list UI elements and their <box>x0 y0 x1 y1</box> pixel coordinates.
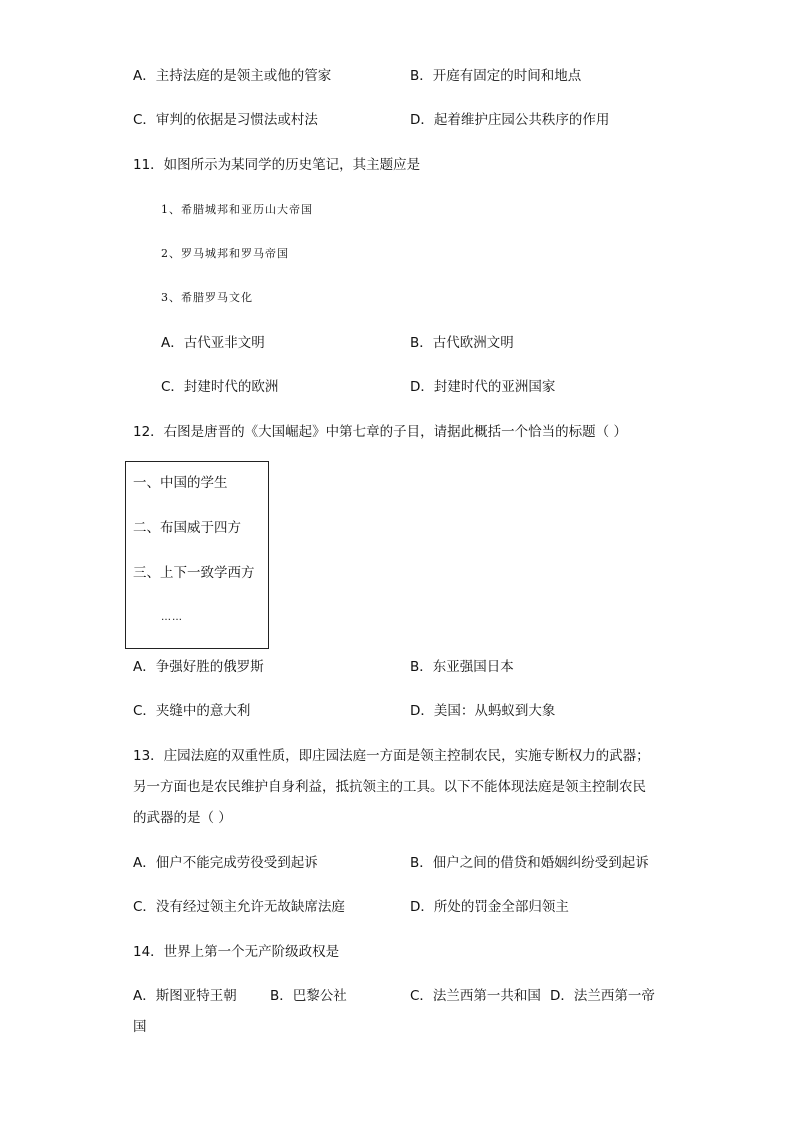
q12-box-ellipsis: …… <box>161 612 183 623</box>
q12-box-item-2: 二、布国威于四方 <box>133 520 241 536</box>
q14-option-a: A．斯图亚特王朝 <box>133 988 237 1004</box>
q11-stem: 11．如图所示为某同学的历史笔记，其主题应是 <box>133 157 421 173</box>
q14-option-d: D．法兰西第一帝 <box>550 988 655 1004</box>
q12-option-d: D．美国：从蚂蚁到大象 <box>410 703 556 719</box>
q12-box-item-1: 一、中国的学生 <box>133 475 228 491</box>
q10-option-c: C．审判的依据是习惯法或村法 <box>133 112 318 128</box>
q13-stem-line-2: 另一方面也是农民维护自身利益，抵抗领主的工具。以下不能体现法庭是领主控制农民 <box>133 779 646 795</box>
q14-option-b: B．巴黎公社 <box>270 988 347 1004</box>
q12-option-a: A．争强好胜的俄罗斯 <box>133 659 264 675</box>
q10-option-d: D．起着维护庄园公共秩序的作用 <box>410 112 610 128</box>
q14-option-c: C．法兰西第一共和国 <box>410 988 541 1004</box>
q11-option-c: C．封建时代的欧洲 <box>161 379 279 395</box>
q14-stem: 14．世界上第一个无产阶级政权是 <box>133 944 340 960</box>
q11-option-d: D．封建时代的亚洲国家 <box>410 379 556 395</box>
q12-box-item-3: 三、上下一致学西方 <box>133 565 255 581</box>
q12-option-c: C．夹缝中的意大利 <box>133 703 251 719</box>
q13-option-a: A．佃户不能完成劳役受到起诉 <box>133 855 318 871</box>
q14-option-d-wrap: 国 <box>133 1019 147 1035</box>
q10-option-a: A．主持法庭的是领主或他的管家 <box>133 68 332 84</box>
q11-note-2: 2、罗马城邦和罗马帝国 <box>161 247 289 260</box>
q13-stem-line-1: 13．庄园法庭的双重性质，即庄园法庭一方面是领主控制农民，实施专断权力的武器； <box>133 748 650 764</box>
q10-option-b: B．开庭有固定的时间和地点 <box>410 68 582 84</box>
q11-note-3: 3、希腊罗马文化 <box>161 291 253 304</box>
q13-option-d: D．所处的罚金全部归领主 <box>410 899 569 915</box>
q13-option-b: B．佃户之间的借贷和婚姻纠纷受到起诉 <box>410 855 649 871</box>
q11-option-a: A．古代亚非文明 <box>161 335 265 351</box>
q12-option-b: B．东亚强国日本 <box>410 659 514 675</box>
q11-option-b: B．古代欧洲文明 <box>410 335 514 351</box>
q13-option-c: C．没有经过领主允许无故缺席法庭 <box>133 899 345 915</box>
q11-note-1: 1、希腊城邦和亚历山大帝国 <box>161 203 313 216</box>
q13-stem-line-3: 的武器的是（ ） <box>133 810 232 826</box>
q12-stem: 12．右图是唐晋的《大国崛起》中第七章的子目，请据此概括一个恰当的标题（ ） <box>133 424 627 440</box>
